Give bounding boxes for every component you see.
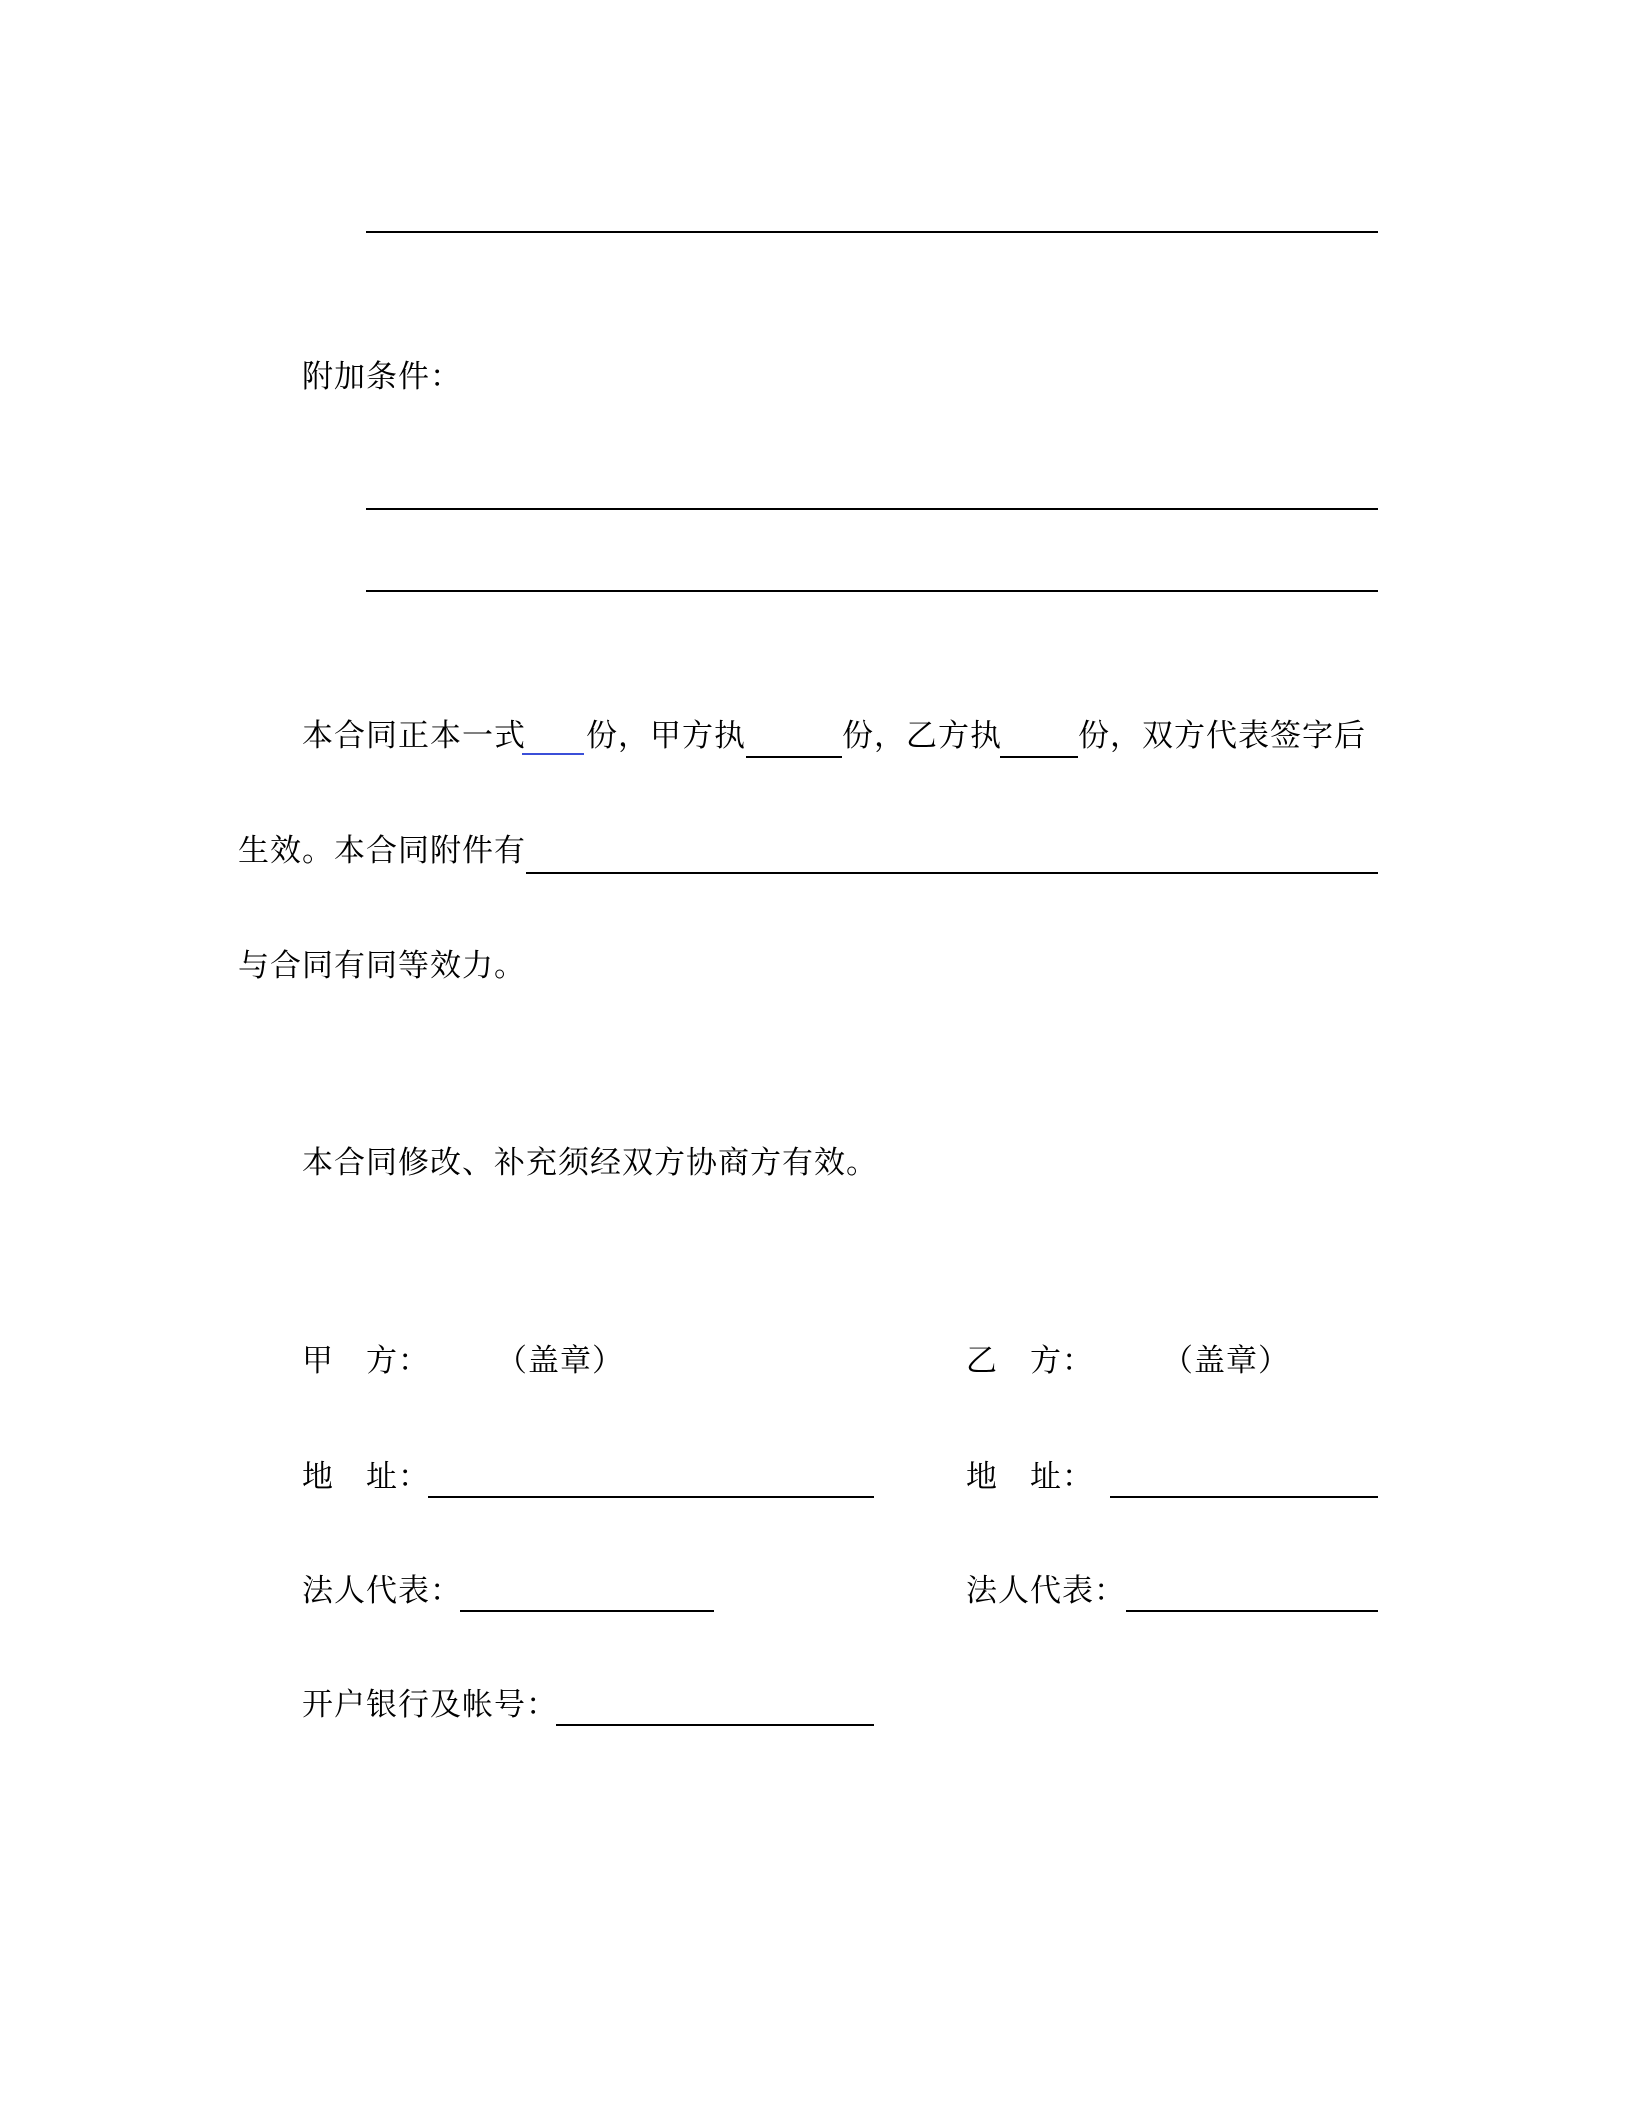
- copies-clause-part4: 份，双方代表签字后: [1078, 718, 1366, 754]
- copies-total-blank[interactable]: [522, 753, 584, 755]
- party-b-seal: （盖章）: [1162, 1343, 1290, 1379]
- party-b-address-label: 地 址：: [966, 1459, 1094, 1495]
- attachments-blank[interactable]: [526, 872, 1378, 874]
- copies-clause-part1: 本合同正本一式: [302, 718, 526, 754]
- party-a-seal: （盖章）: [496, 1343, 624, 1379]
- party-a-address-line[interactable]: [428, 1496, 874, 1498]
- party-a-label: 甲 方：: [302, 1343, 430, 1379]
- party-a-rep-line[interactable]: [460, 1610, 714, 1612]
- additional-conditions-label: 附加条件：: [302, 359, 462, 395]
- additional-conditions-line-1[interactable]: [366, 508, 1378, 510]
- amendment-clause: 本合同修改、补充须经双方协商方有效。: [302, 1145, 878, 1181]
- party-a-bank-label: 开户银行及帐号：: [302, 1687, 558, 1723]
- additional-conditions-line-2[interactable]: [366, 590, 1378, 592]
- copies-party-b-blank[interactable]: [1000, 756, 1078, 758]
- party-b-rep-line[interactable]: [1126, 1610, 1378, 1612]
- party-b-label: 乙 方：: [966, 1343, 1094, 1379]
- copies-clause-part2: 份，甲方执: [586, 718, 746, 754]
- party-a-address-label: 地 址：: [302, 1459, 430, 1495]
- party-a-bank-line[interactable]: [556, 1724, 874, 1726]
- party-b-address-line[interactable]: [1110, 1496, 1378, 1498]
- fill-line-top[interactable]: [366, 231, 1378, 233]
- copies-clause-part3: 份，乙方执: [842, 718, 1002, 754]
- party-a-rep-label: 法人代表：: [302, 1573, 462, 1609]
- copies-party-a-blank[interactable]: [746, 756, 842, 758]
- copies-clause-part5: 生效。本合同附件有: [238, 833, 526, 869]
- copies-clause-part6: 与合同有同等效力。: [238, 948, 526, 984]
- party-b-rep-label: 法人代表：: [966, 1573, 1126, 1609]
